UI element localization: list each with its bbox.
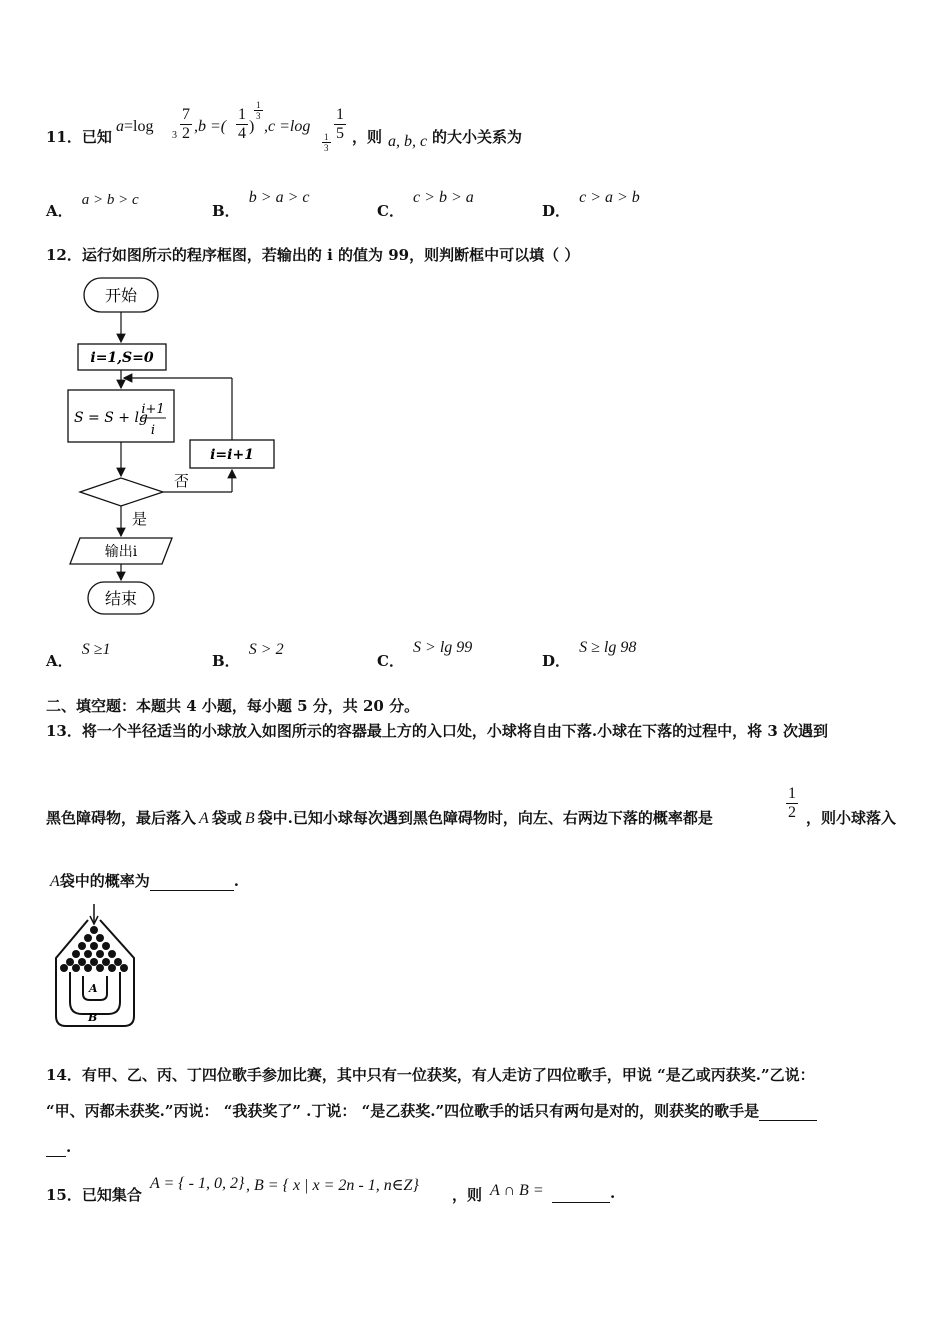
q11-middle: ，则 <box>352 128 383 146</box>
q11-frac-1-5: $\frac{1}{5}$ <box>336 106 344 142</box>
q13-line3: A袋中的概率为 . <box>50 872 240 890</box>
flow-increment-text: i=i+1 <box>210 447 254 463</box>
q14-line1: 14．有甲、乙、丙、丁四位歌手参加比赛，其中只有一位获奖，有人走访了四位歌手，甲说 “是乙或丙获奖.”乙说： <box>46 1066 815 1084</box>
q11-option-d[interactable]: D． c > a > b <box>542 189 640 220</box>
q11-option-b[interactable]: B． b > a > c <box>212 189 310 220</box>
q13-answer-blank[interactable] <box>150 872 234 891</box>
q14-line2: “甲、丙都未获奖.”丙说： “我获奖了” .丁说： “是乙获奖.”四位歌手的话只有两句是对的，则获奖的歌手是 <box>46 1100 817 1121</box>
flow-end-text: 结束 <box>104 589 138 608</box>
q13-line2-end: ，则小球落入 <box>806 809 897 827</box>
q15-answer-blank[interactable] <box>552 1184 610 1203</box>
flow-no-label: 否 <box>174 472 190 490</box>
q15-number: 15． <box>46 1186 82 1204</box>
q11-log-a: =log <box>124 118 154 135</box>
q15-expr: A ∩ B = <box>490 1182 544 1199</box>
q12-number: 12． <box>46 246 82 264</box>
obstacles <box>60 926 128 972</box>
q14-answer-blank[interactable] <box>759 1102 817 1121</box>
q12-option-a[interactable]: A． S ≥1 <box>46 641 111 670</box>
q13-line2: 黑色障碍物，最后落入 A 袋或 B 袋中.已知小球每次遇到黑色障碍物时，向左、右两边下落的概率都是 <box>46 809 713 827</box>
q11-var-c: ,c =log <box>264 118 311 135</box>
flow-assign-lhs: S = S + lg <box>74 410 148 426</box>
q13-var-b: B <box>244 810 255 827</box>
q13-line1: 13．将一个半径适当的小球放入如图所示的容器最上方的入口处，小球将自由下落.小球在下落的过程中，将 3 次遇到 <box>46 722 828 740</box>
flow-assign-num: i+1 <box>141 402 165 417</box>
q12-stem-text: 运行如图所示的程序框图，若输出的 i 的值为 99，则判断框中可以填（ ） <box>81 246 580 264</box>
q11-option-c[interactable]: C． c > b > a <box>377 189 474 220</box>
q13-number: 13． <box>46 722 82 740</box>
flow-init-text: i=1,S=0 <box>90 350 154 366</box>
q14-number: 14． <box>46 1066 82 1084</box>
q12-option-c[interactable]: C． S > lg 99 <box>377 639 473 670</box>
q13-half: $\frac{1}{2}$ <box>788 785 796 821</box>
q15-set-b: , B = { x | x = 2n - 1, n∈Z} <box>246 1177 419 1194</box>
q11-var-b: ,b =( <box>194 118 227 135</box>
q11-base-3: 3 <box>172 130 177 141</box>
flow-output-text: 输出i <box>104 544 138 560</box>
q13-fig-label-a: A <box>89 982 98 995</box>
q13-var-a: A <box>199 810 209 827</box>
q11-frac-1-4: $\frac{1}{4}$ <box>238 106 246 142</box>
q11-var-a: a <box>116 118 124 135</box>
q12-option-b[interactable]: B． S > 2 <box>212 641 284 670</box>
q11-frac-7-2: $\frac{7}{2}$ <box>182 106 190 142</box>
flow-yes-label: 是 <box>132 510 148 528</box>
q11-base-13: $\frac{1}{3}$ <box>324 132 329 153</box>
q12-flowchart <box>60 272 290 622</box>
q13-fig-label-b: B <box>88 1011 98 1024</box>
section-heading: 二、填空题：本题共 4 小题，每小题 5 分，共 20 分。 <box>46 697 420 715</box>
q13-container-figure <box>50 902 142 1030</box>
q11-number: 11． <box>46 128 82 146</box>
q11-vars: a, b, c <box>388 133 428 150</box>
q12-stem <box>46 244 579 265</box>
q15-middle: ，则 <box>452 1186 483 1204</box>
q11-stem <box>46 126 112 147</box>
q12-option-d[interactable]: D． S ≥ lg 98 <box>542 639 637 670</box>
q15-stem: 15．已知集合 <box>46 1186 142 1204</box>
q11-prefix: 已知 <box>81 128 112 146</box>
flow-start-text: 开始 <box>104 286 138 305</box>
flow-decision-diamond <box>80 478 163 506</box>
q11-exponent: $\frac{1}{3}$ <box>256 100 261 121</box>
flow-assign-den: i <box>150 423 156 438</box>
q11-option-a[interactable]: A． a > b > c <box>46 192 139 220</box>
q14-line3: . <box>46 1138 71 1157</box>
q11-suffix: 的大小关系为 <box>432 128 523 146</box>
q11-paren-close: ) <box>249 118 255 135</box>
q15-answer: . <box>552 1184 615 1203</box>
q15-set-a: A = { - 1, 0, 2} <box>150 1175 245 1192</box>
